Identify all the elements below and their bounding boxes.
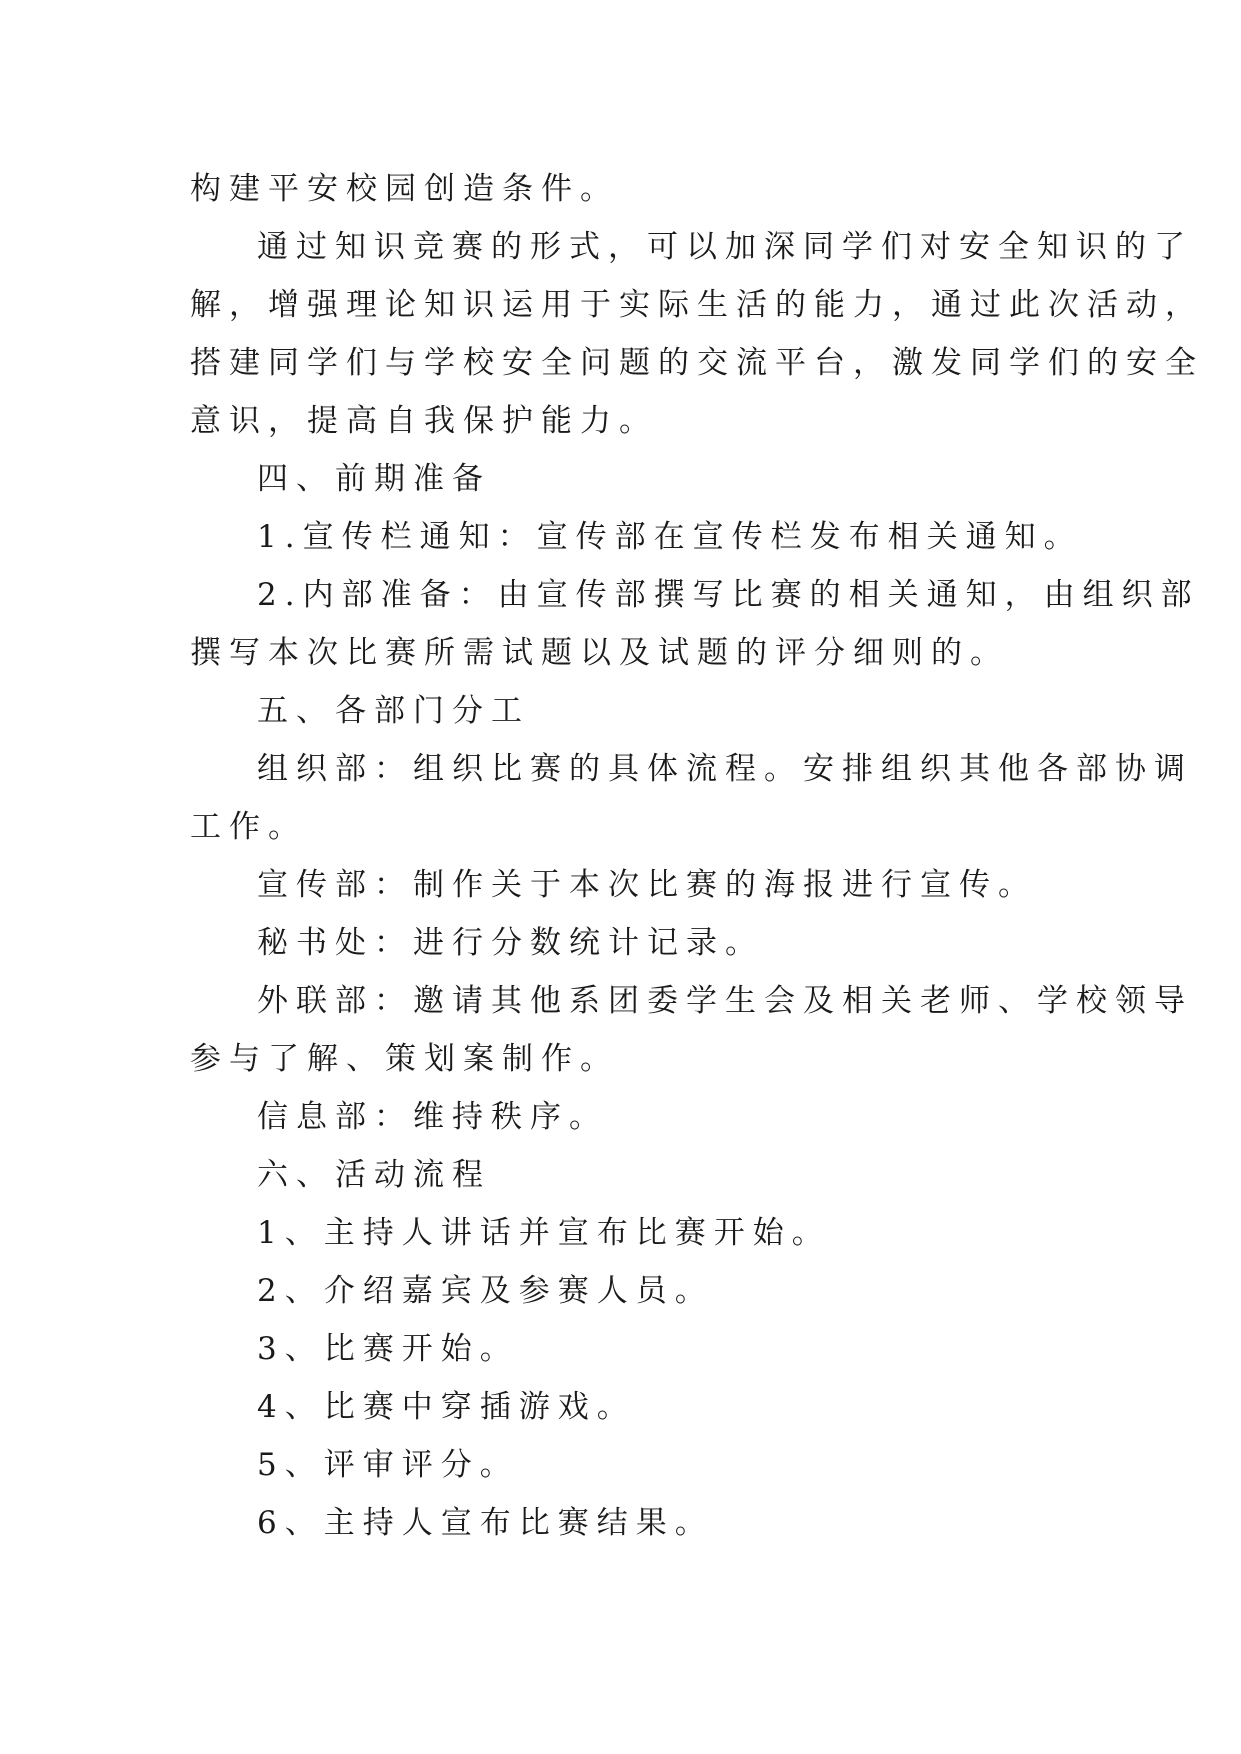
text-line: 构建平安校园创造条件。	[190, 171, 619, 207]
section-heading: 四、前期准备	[257, 461, 491, 497]
paragraph-line: 外联部：邀请其他系团委学生会及相关老师、学校领导	[257, 983, 1193, 1019]
text-line: 撰写本次比赛所需试题以及试题的评分细则的。	[190, 635, 1009, 671]
list-item: 2.内部准备：由宣传部撰写比赛的相关通知，由组织部	[257, 577, 1200, 613]
text-line: 解，增强理论知识运用于实际生活的能力，通过此次活动，	[190, 287, 1204, 323]
paragraph-line: 通过知识竞赛的形式，可以加深同学们对安全知识的了	[257, 229, 1193, 265]
paragraph-line: 信息部：维持秩序。	[257, 1099, 608, 1135]
list-item: 2、介绍嘉宾及参赛人员。	[257, 1273, 714, 1309]
list-item: 3、比赛开始。	[257, 1331, 519, 1367]
list-item: 5、评审评分。	[257, 1447, 519, 1483]
text-line: 搭建同学们与学校安全问题的交流平台，激发同学们的安全	[190, 345, 1204, 381]
paragraph-line: 组织部：组织比赛的具体流程。安排组织其他各部协调	[257, 751, 1193, 787]
section-heading: 五、各部门分工	[257, 693, 530, 729]
text-line: 参与了解、策划案制作。	[190, 1041, 619, 1077]
list-item: 4、比赛中穿插游戏。	[257, 1389, 636, 1425]
list-item: 6、主持人宣布比赛结果。	[257, 1505, 714, 1541]
list-item: 1.宣传栏通知：宣传部在宣传栏发布相关通知。	[257, 519, 1083, 555]
list-item: 1、主持人讲话并宣布比赛开始。	[257, 1215, 831, 1251]
section-heading: 六、活动流程	[257, 1157, 491, 1193]
text-line: 意识，提高自我保护能力。	[190, 403, 658, 439]
paragraph-line: 秘书处：进行分数统计记录。	[257, 925, 764, 961]
text-line: 工作。	[190, 809, 307, 845]
paragraph-line: 宣传部：制作关于本次比赛的海报进行宣传。	[257, 867, 1037, 903]
